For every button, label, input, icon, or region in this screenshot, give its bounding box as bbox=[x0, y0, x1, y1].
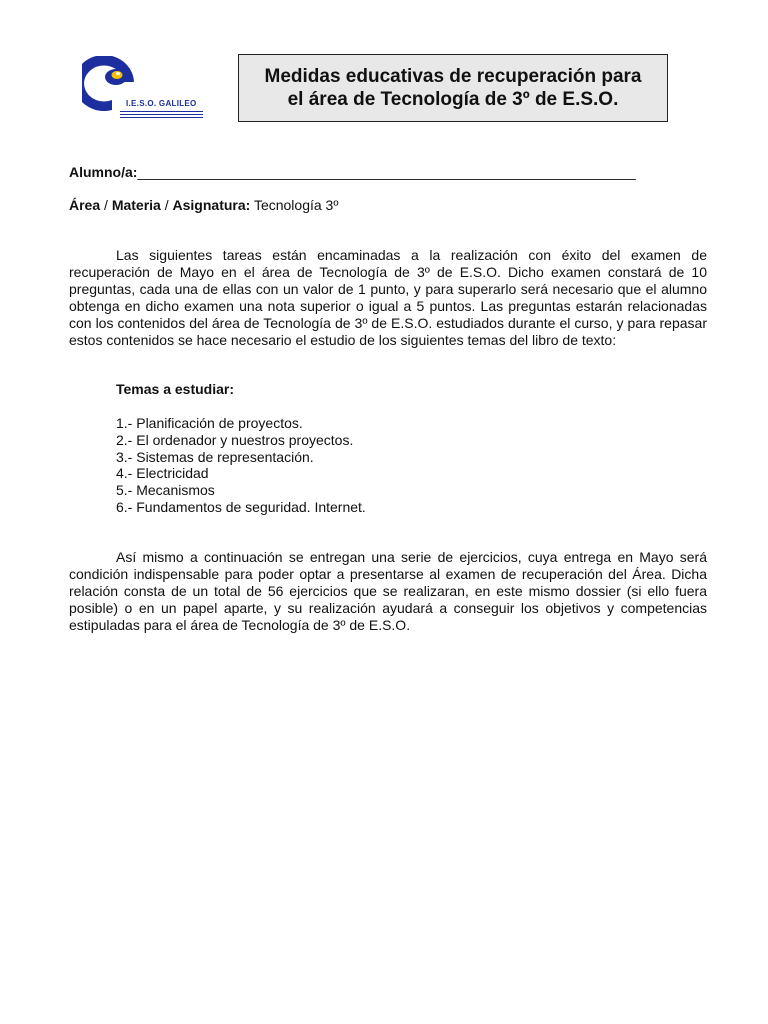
area-label: Área bbox=[69, 197, 101, 213]
intro-paragraph: Las siguientes tareas están encaminadas a la realización con éxito del examen de recuperación de Mayo en el área de Tecnología de 3º de E.S.O. Dicho examen constará de 10 preguntas, cada una de ellas con un valor de 1 punto, y para superarlo será necesario que el alumno obtenga en dicho examen una nota superior o igual a 5 puntos. Las preguntas estarán relacionadas con los contenidos del área de Tecnología de 3º de E.S.O. estudiados durante el curso, y para repasar estos contenidos se hace necesario el estudio de los siguientes temas del libro de texto: bbox=[69, 247, 707, 348]
student-label: Alumno/a: bbox=[69, 164, 138, 180]
school-name: I.E.S.O. GALILEO bbox=[126, 99, 197, 108]
title-line-2: el área de Tecnología de 3º de E.S.O. bbox=[287, 89, 619, 110]
student-line bbox=[69, 164, 636, 181]
list-item: 3.- Sistemas de representación. bbox=[116, 448, 314, 465]
list-item: 2.- El ordenador y nuestros proyectos. bbox=[116, 431, 354, 448]
separator-1: / bbox=[100, 197, 112, 213]
topics-heading: Temas a estudiar: bbox=[116, 381, 235, 397]
materia-label: Materia bbox=[111, 197, 161, 213]
asignatura-label: Asignatura: bbox=[172, 197, 251, 213]
list-item: 4.- Electricidad bbox=[116, 465, 209, 482]
list-item: 6.- Fundamentos de seguridad. Internet. bbox=[116, 498, 366, 515]
closing-paragraph: Así mismo a continuación se entregan una serie de ejercicios, cuya entrega en Mayo será condición indispensable para poder optar a presentarse al examen de recuperación del Área. Dicha relación consta de un total de 56 ejercicios que se realizaran, en este mismo dossier (si ello fuera posible) o en un papel aparte, y su realización ayudará a conseguir los objetivos y competencias estipuladas para el área de Tecnología de 3º de E.S.O. bbox=[69, 549, 707, 633]
list-item: 1.- Planificación de proyectos. bbox=[116, 415, 303, 431]
title-line-1: Medidas educativas de recuperación para bbox=[264, 66, 642, 87]
separator-2: / bbox=[160, 197, 173, 213]
subject-line bbox=[69, 197, 338, 214]
list-item: 5.- Mecanismos bbox=[116, 482, 215, 499]
document-title bbox=[265, 65, 642, 111]
topics-list bbox=[116, 415, 366, 516]
student-name-blank[interactable]: ________________________________________________________________ bbox=[137, 164, 636, 180]
logo-underline bbox=[120, 111, 203, 120]
title-box bbox=[238, 54, 668, 122]
asignatura-value: Tecnología 3º bbox=[250, 197, 339, 213]
